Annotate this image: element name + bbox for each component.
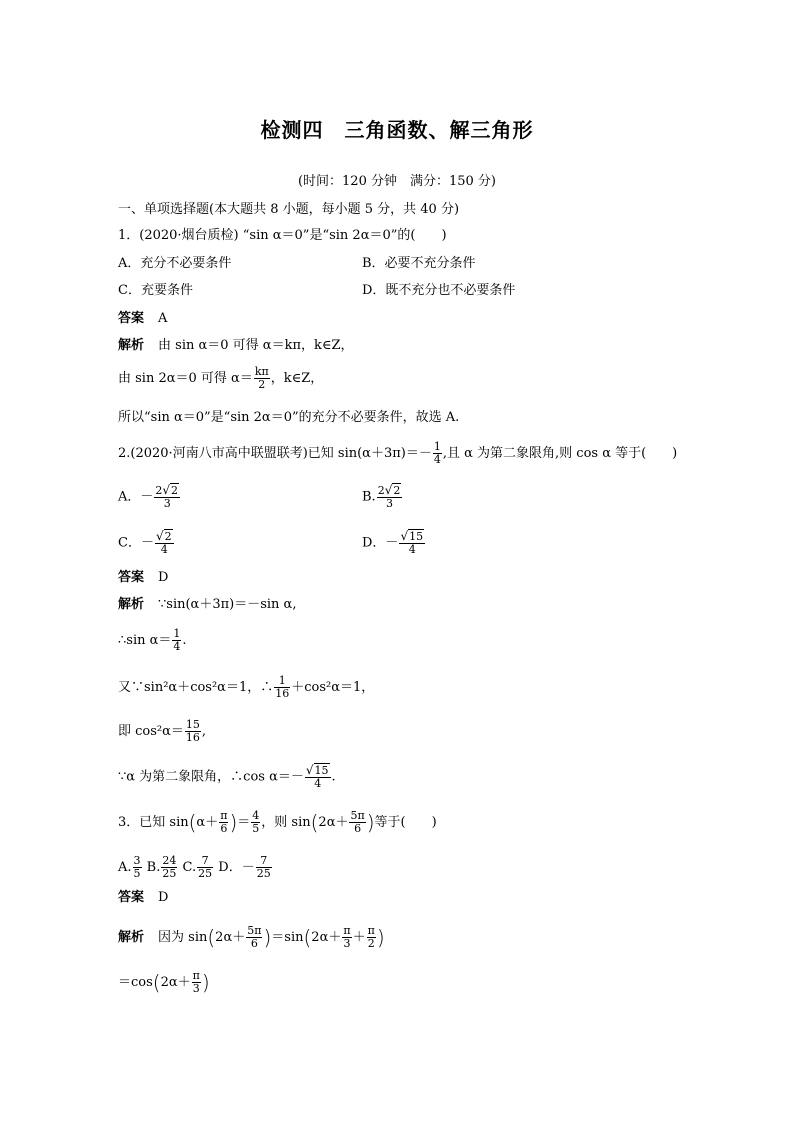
- fraction: $\frac{2√2}{3}$: [377, 483, 401, 510]
- left-paren: (: [188, 810, 197, 835]
- left-paren: (: [152, 970, 161, 995]
- fraction: $\frac{1}{16}$: [275, 674, 290, 700]
- fraction: $\frac{24}{25}$: [162, 854, 177, 880]
- sqrt-sign: √2: [384, 483, 401, 497]
- q1-analysis-3: 所以“sin α＝0”是“sin 2α＝0”的充分不必要条件，故选 A.: [118, 410, 460, 425]
- q3-option-a: A.: [118, 860, 132, 875]
- q2-option-a: A．－ $\frac{2√2}{3}$: [118, 483, 179, 510]
- analysis-text: 由 sin 2α＝0 可得 α＝: [118, 371, 253, 386]
- right-paren: ): [376, 925, 385, 950]
- q1-analysis-1: [118, 338, 354, 354]
- answer-value: D: [158, 570, 169, 585]
- sqrt-sign: √15: [305, 763, 329, 777]
- q3-analysis-1: 解析 因为 sin(2α＋ $\frac{5\pi}{6}$ )＝sin(2α＋ $\frac{\pi}{3}$ ＋ $\frac{\pi}{2}$ ): [118, 924, 385, 950]
- fraction: $\frac{√2}{4}$: [155, 529, 172, 556]
- answer-value: D: [158, 890, 169, 905]
- analysis-label: 解析: [118, 930, 145, 945]
- answer-label: 答案: [118, 311, 145, 326]
- q2-option-c: C．－ $\frac{√2}{4}$: [118, 529, 172, 556]
- stem-text: ,且 α 为第二象限角,则 cos α 等于( ): [442, 446, 678, 461]
- fraction: $\frac{15}{16}$: [185, 718, 200, 744]
- q2-option-b: B. $\frac{2√2}{3}$: [362, 483, 401, 510]
- q2-stem: [118, 441, 677, 466]
- sqrt-sign: √15: [400, 529, 424, 543]
- analysis-label: 解析: [118, 338, 145, 353]
- fraction: $\frac{\pi}{2}$: [367, 924, 375, 950]
- fraction: $\frac{3}{5}$: [133, 854, 141, 880]
- fraction: $\frac{1}{4}$: [173, 627, 181, 653]
- fraction: $\frac{\pi}{3}$: [343, 924, 351, 950]
- page-title: 检测四 三角函数、解三角形: [260, 118, 534, 142]
- q2-option-d: D．－ $\frac{√15}{4}$: [362, 529, 424, 556]
- q3-stem: 3．已知 sin(α＋ $\frac{\pi}{6}$ )＝ $\frac{4}{5}$ ，则 sin(2α＋ $\frac{5\pi}{6}$ )等于( ): [118, 809, 437, 835]
- fraction: $\frac{√15}{4}$: [400, 529, 424, 556]
- right-paren: ): [229, 810, 238, 835]
- exam-meta: (时间：120 分钟 满分：150 分): [297, 174, 497, 189]
- fraction: $\frac{7}{25}$: [198, 854, 213, 880]
- fraction: $\frac{7}{25}$: [256, 854, 271, 880]
- q2-analysis-2: ∴sin α＝ $\frac{1}{4}$ .: [118, 627, 187, 653]
- answer-label: 答案: [118, 890, 145, 905]
- left-paren: (: [207, 925, 216, 950]
- right-paren: ): [366, 810, 375, 835]
- sqrt-sign: √2: [162, 483, 179, 497]
- q3-options: [118, 855, 273, 880]
- fraction: $\frac{√15}{4}$: [305, 763, 329, 790]
- q2-analysis-3: 又∵sin²α＋cos²α＝1，∴ $\frac{1}{16}$ ＋cos²α＝1，: [118, 674, 375, 700]
- q1-option-b: B．必要不充分条件: [362, 256, 476, 271]
- sqrt-sign: √2: [155, 529, 172, 543]
- q2-analysis-4: 即 cos²α＝ $\frac{15}{16}$ ,: [118, 718, 207, 744]
- section-heading: 一、单项选择题(本大题共 8 小题，每小题 5 分，共 40 分): [118, 202, 460, 217]
- q2-analysis-5: ∵α 为第二象限角，∴cos α＝－ $\frac{√15}{4}$ .: [118, 763, 336, 790]
- q1-analysis-2: [118, 366, 323, 391]
- left-paren: (: [303, 925, 312, 950]
- q2-answer: [118, 570, 168, 586]
- q3-option-d: D．－: [218, 860, 255, 875]
- analysis-text: 由 sin α＝0 可得 α＝kπ，k∈Z，: [158, 338, 354, 353]
- fraction: $\frac{2√2}{3}$: [155, 483, 179, 510]
- q1-option-d: D．既不充分也不必要条件: [362, 283, 516, 298]
- q3-option-b: B.: [146, 860, 161, 875]
- right-paren: ): [263, 925, 272, 950]
- analysis-text: ，k∈Z，: [270, 371, 324, 386]
- right-paren: ): [201, 970, 210, 995]
- q2-analysis-1: [118, 597, 296, 613]
- fraction: $\frac{5\pi}{6}$: [350, 809, 365, 835]
- answer-label: 答案: [118, 570, 145, 585]
- answer-value: A: [158, 311, 168, 326]
- fraction: $\frac{\pi}{3}$: [192, 969, 200, 995]
- fraction: $\frac{5\pi}{6}$: [247, 924, 262, 950]
- q1-stem: 1．(2020·烟台质检) “sin α＝0”是“sin 2α＝0”的( ): [118, 228, 447, 243]
- analysis-label: 解析: [118, 597, 145, 612]
- fraction: $\frac{k\pi}{2}$: [254, 365, 269, 391]
- fraction: $\frac{1}{4}$: [433, 440, 441, 466]
- stem-text: 2.(2020·河南八市高中联盟联考)已知 sin(α＋3π)＝－: [118, 446, 432, 461]
- q3-answer: [118, 890, 168, 906]
- q1-option-a: A．充分不必要条件: [118, 256, 232, 271]
- fraction: $\frac{\pi}{6}$: [220, 809, 228, 835]
- analysis-text: ∵sin(α＋3π)＝－sin α,: [158, 597, 297, 612]
- q1-option-c: C．充要条件: [118, 283, 193, 298]
- q1-answer: [118, 311, 167, 327]
- fraction: $\frac{4}{5}$: [252, 809, 260, 835]
- left-paren: (: [310, 810, 319, 835]
- q3-analysis-2: ＝cos(2α＋ $\frac{\pi}{3}$ ): [118, 969, 210, 995]
- q3-option-c: C.: [182, 860, 197, 875]
